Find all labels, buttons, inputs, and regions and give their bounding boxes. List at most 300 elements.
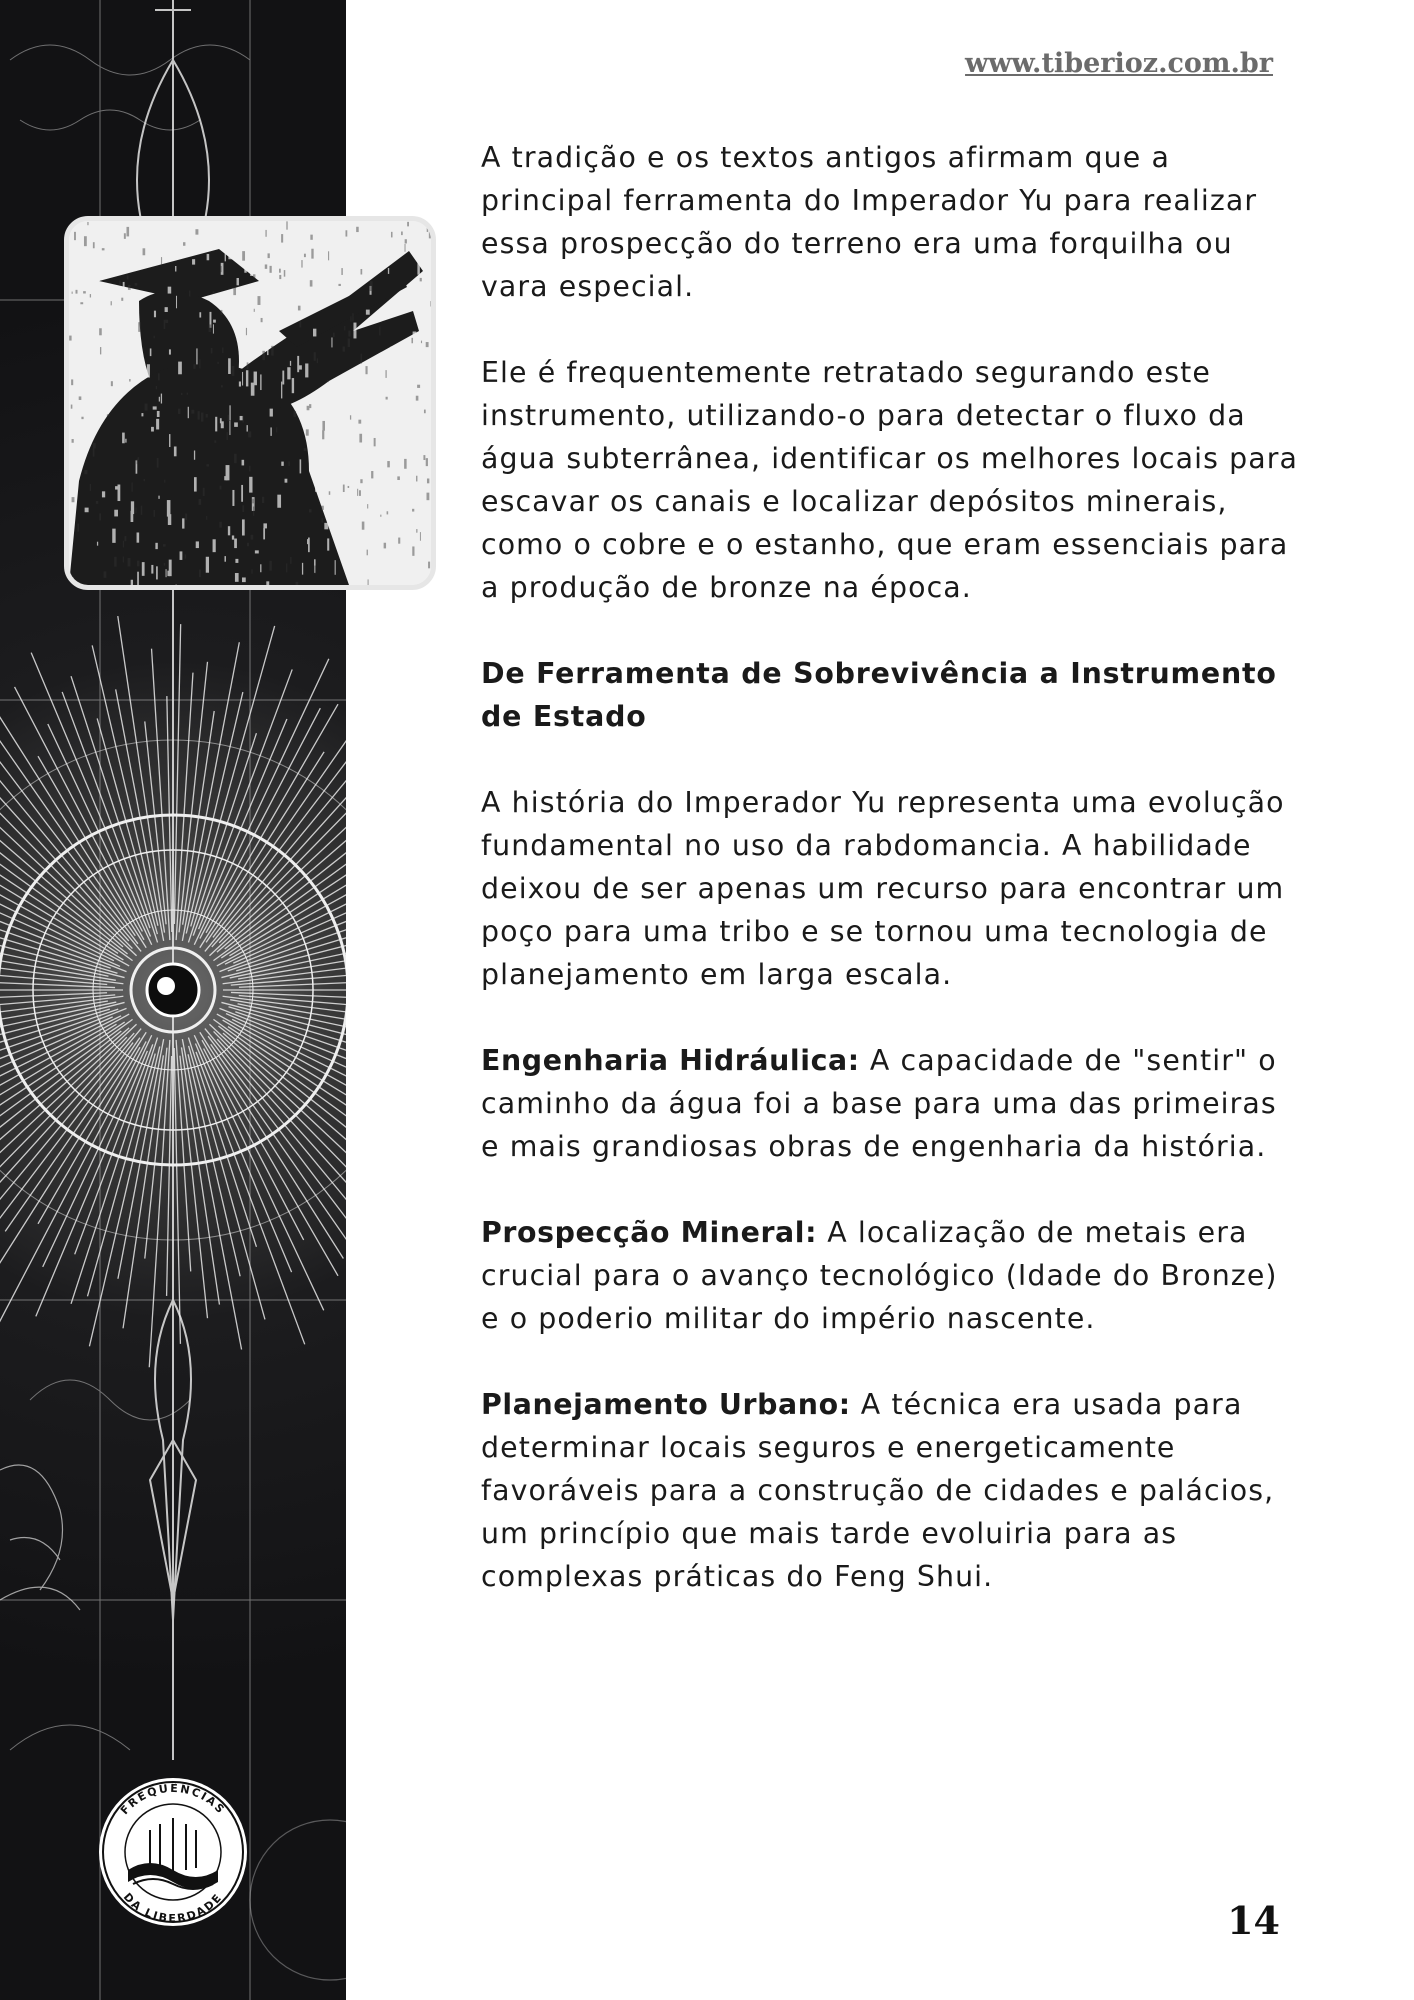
grain-mark: [235, 573, 239, 582]
grain-mark: [373, 568, 375, 578]
grain-mark: [73, 345, 76, 348]
grain-mark: [135, 283, 138, 285]
grain-mark: [333, 333, 335, 337]
grain-mark: [193, 364, 195, 369]
grain-mark: [370, 440, 371, 452]
grain-mark: [99, 513, 101, 520]
sunburst-ray: [0, 1031, 121, 1225]
grain-mark: [76, 345, 77, 355]
grain-mark: [281, 382, 282, 399]
grain-mark: [111, 301, 112, 305]
grain-mark: [113, 383, 117, 389]
grain-mark: [404, 368, 407, 377]
grain-mark: [255, 550, 259, 553]
grain-mark: [309, 404, 311, 408]
grain-mark: [137, 572, 139, 585]
grain-mark: [279, 269, 281, 273]
grain-mark: [379, 405, 382, 414]
grain-mark: [72, 292, 73, 294]
site-url-link[interactable]: www.tiberioz.com.br: [965, 48, 1273, 79]
grain-mark: [228, 358, 231, 374]
grain-mark: [305, 363, 308, 377]
grain-mark: [165, 307, 168, 312]
grain-mark: [386, 397, 388, 400]
sunburst-ray: [92, 645, 158, 925]
grain-mark: [248, 240, 250, 250]
grain-mark: [298, 365, 302, 369]
grain-mark: [265, 230, 266, 237]
grain-mark: [278, 291, 281, 307]
grain-mark: [310, 280, 313, 286]
grain-mark: [244, 312, 246, 322]
grain-mark: [421, 341, 422, 344]
grain-mark: [119, 280, 120, 285]
grain-mark: [242, 372, 243, 386]
grain-mark: [348, 486, 350, 488]
grain-mark: [74, 232, 76, 240]
grain-mark: [234, 422, 238, 426]
grain-mark: [120, 329, 123, 342]
grain-mark: [69, 336, 71, 341]
grain-mark: [266, 581, 269, 585]
grain-mark: [211, 348, 213, 353]
sunburst-ray: [179, 662, 207, 933]
grain-mark: [117, 287, 120, 303]
sunburst-ray: [149, 1040, 170, 1367]
grain-mark: [206, 516, 207, 520]
sunburst-ray: [205, 1029, 346, 1254]
grain-mark: [229, 421, 230, 435]
grain-mark: [304, 254, 306, 257]
grain-mark: [80, 426, 83, 439]
grain-mark: [123, 557, 124, 563]
grain-mark: [159, 397, 160, 402]
grain-mark: [420, 278, 422, 281]
grain-mark: [75, 290, 77, 294]
sunburst-ray: [180, 1056, 208, 1319]
grain-mark: [328, 251, 329, 260]
grain-mark: [401, 231, 403, 235]
grain-mark: [164, 320, 166, 329]
grain-mark: [368, 579, 369, 585]
item-text: A capacidade de "sentir" o caminho da água foi a base para uma das primeiras e mais grandiosas obras de engenharia da história.: [481, 1044, 1277, 1163]
grain-mark: [304, 448, 307, 451]
grain-mark: [76, 334, 79, 338]
grain-mark: [398, 538, 400, 544]
grain-mark: [118, 361, 121, 368]
grain-mark: [391, 390, 393, 394]
grain-mark: [423, 355, 426, 371]
grain-mark: [249, 466, 251, 472]
grain-mark: [195, 229, 198, 234]
grain-mark: [136, 332, 137, 343]
grain-mark: [260, 374, 261, 390]
grain-mark: [213, 291, 215, 294]
grain-mark: [128, 558, 131, 566]
grain-mark: [419, 446, 421, 459]
grain-mark: [232, 490, 234, 506]
grain-mark: [297, 356, 299, 372]
grain-mark: [111, 381, 113, 386]
grain-mark: [405, 534, 408, 546]
grain-mark: [298, 306, 301, 311]
grain-mark: [90, 294, 91, 297]
grain-mark: [416, 476, 417, 482]
grain-mark: [355, 271, 356, 274]
grain-mark: [86, 371, 89, 383]
grain-mark: [222, 348, 223, 354]
grain-mark: [359, 490, 361, 496]
grain-mark: [341, 268, 342, 275]
grain-mark: [125, 439, 126, 443]
grain-mark: [130, 222, 134, 239]
grain-mark: [206, 464, 209, 466]
grain-mark: [361, 269, 363, 275]
grain-mark: [391, 346, 393, 352]
grain-mark: [412, 546, 414, 555]
grain-mark: [391, 232, 393, 238]
grain-mark: [288, 461, 289, 466]
grain-mark: [220, 486, 222, 490]
grain-mark: [199, 312, 201, 317]
grain-mark: [207, 254, 210, 260]
grain-mark: [367, 550, 368, 556]
grain-mark: [127, 276, 129, 280]
grain-mark: [71, 405, 73, 409]
grain-mark: [419, 546, 421, 551]
grain-mark: [254, 372, 257, 386]
grain-mark: [338, 284, 340, 286]
grain-mark: [322, 518, 323, 522]
grain-mark: [104, 571, 107, 578]
grain-mark: [427, 224, 429, 232]
grain-mark: [292, 378, 294, 393]
grain-mark: [424, 389, 425, 404]
sunburst-ray: [0, 763, 132, 949]
grain-mark: [104, 298, 107, 303]
grain-mark: [189, 291, 190, 297]
grain-mark: [97, 261, 99, 265]
grain-mark: [157, 458, 159, 467]
grain-mark: [234, 539, 237, 549]
grain-mark: [260, 564, 261, 572]
grain-mark: [334, 400, 336, 412]
grain-mark: [385, 521, 387, 535]
grain-mark: [131, 482, 132, 491]
grain-mark: [155, 543, 157, 549]
grain-mark: [206, 414, 208, 418]
grain-mark: [237, 278, 239, 285]
grain-mark: [228, 526, 230, 535]
grain-mark: [72, 497, 75, 502]
grain-mark: [253, 274, 256, 278]
grain-mark: [284, 270, 286, 277]
logo-text-bottom: DA LIBERDADE: [120, 1890, 226, 1926]
grain-mark: [270, 427, 271, 435]
grain-mark: [364, 445, 367, 449]
grain-mark: [361, 354, 362, 364]
grain-mark: [178, 362, 182, 375]
grain-mark: [124, 233, 126, 239]
grain-mark: [298, 274, 302, 284]
grain-mark: [407, 222, 409, 226]
grain-mark: [99, 328, 102, 335]
grain-mark: [424, 410, 426, 414]
grain-mark: [99, 273, 100, 281]
grain-mark: [84, 236, 87, 246]
grain-mark: [167, 571, 169, 576]
grain-mark: [137, 459, 138, 464]
grain-mark: [267, 341, 268, 355]
grain-mark: [306, 224, 307, 230]
sunburst-ray: [182, 642, 239, 941]
sunburst-ray: [186, 692, 243, 933]
grain-mark: [128, 285, 131, 290]
grain-mark: [93, 443, 96, 448]
grain-mark: [189, 231, 190, 244]
grain-mark: [427, 493, 430, 501]
grain-mark: [80, 302, 83, 304]
logo-emblem-icon: [99, 1778, 247, 1926]
grain-mark: [370, 281, 373, 291]
grain-mark: [334, 279, 335, 293]
grain-mark: [430, 301, 431, 306]
grain-mark: [156, 386, 157, 389]
grain-mark: [141, 506, 142, 515]
grain-mark: [270, 230, 272, 238]
grain-mark: [240, 416, 243, 420]
grain-mark: [329, 491, 331, 494]
grain-mark: [147, 364, 150, 377]
grain-mark: [416, 408, 417, 416]
grain-mark: [248, 431, 251, 437]
grain-mark: [365, 366, 367, 374]
grain-mark: [261, 318, 263, 322]
grain-mark: [142, 562, 145, 576]
grain-mark: [242, 460, 245, 466]
grain-mark: [138, 322, 141, 332]
section-heading: De Ferramenta de Sobrevivência a Instrumento de Estado: [481, 657, 1277, 733]
grain-mark: [176, 584, 177, 585]
grain-mark: [221, 310, 223, 315]
grain-mark: [249, 477, 252, 493]
grain-mark: [169, 349, 171, 354]
grain-mark: [233, 288, 236, 296]
grain-mark: [274, 288, 278, 295]
grain-mark: [235, 559, 238, 563]
grain-mark: [383, 372, 385, 386]
grain-mark: [203, 488, 205, 496]
grain-mark: [84, 470, 87, 474]
grain-mark: [351, 473, 353, 486]
grain-mark: [242, 519, 245, 535]
grain-mark: [428, 562, 430, 569]
grain-mark: [322, 430, 324, 439]
grain-mark: [239, 381, 241, 386]
grain-mark: [181, 393, 182, 395]
grain-mark: [404, 244, 405, 252]
grain-mark: [72, 439, 74, 443]
grain-mark: [176, 296, 177, 309]
grain-mark: [150, 348, 152, 356]
grain-mark: [428, 376, 431, 387]
grain-mark: [131, 501, 134, 514]
grain-mark: [390, 238, 393, 244]
grain-mark: [307, 539, 309, 544]
grain-mark: [154, 311, 156, 318]
grain-mark: [324, 226, 325, 234]
grain-mark: [95, 280, 96, 291]
grain-mark: [244, 224, 246, 239]
sunburst-ray: [0, 739, 137, 955]
grain-mark: [360, 479, 362, 483]
grain-mark: [192, 259, 195, 264]
grain-mark: [217, 362, 218, 364]
grain-mark: [78, 346, 81, 354]
grain-mark: [345, 230, 347, 236]
grain-mark: [199, 499, 202, 505]
grain-mark: [311, 249, 313, 259]
grain-mark: [156, 566, 158, 579]
grain-mark: [293, 257, 294, 264]
grain-mark: [420, 532, 421, 541]
grain-mark: [362, 490, 366, 506]
grain-mark: [405, 239, 407, 243]
grain-mark: [397, 476, 400, 480]
grain-mark: [110, 340, 111, 349]
grain-mark: [348, 489, 351, 494]
grain-mark: [419, 512, 423, 518]
grain-mark: [347, 462, 349, 472]
grain-mark: [220, 266, 222, 272]
grain-mark: [247, 543, 249, 546]
grain-mark: [358, 420, 361, 424]
paragraph-3: A história do Imperador Yu representa uma evolução fundamental no uso da rabdomancia. A habilidade deixou de ser apenas um recurso para encontrar um poço para uma tribo e se tornou uma tecnologia de planejamento em larga escala.: [481, 786, 1285, 991]
item-label: Engenharia Hidráulica:: [481, 1044, 860, 1077]
grain-mark: [279, 275, 281, 279]
grain-mark: [213, 539, 216, 552]
grain-mark: [357, 489, 358, 496]
page-number: 14: [1227, 1898, 1280, 1943]
grain-mark: [201, 413, 203, 422]
grain-mark: [188, 407, 189, 418]
grain-mark: [119, 315, 122, 320]
grain-mark: [234, 454, 237, 463]
grain-mark: [232, 535, 234, 539]
grain-mark: [416, 396, 419, 401]
grain-mark: [87, 349, 89, 366]
grain-mark: [312, 279, 315, 289]
grain-mark: [247, 425, 248, 431]
grain-mark: [413, 496, 414, 503]
grain-mark: [295, 252, 297, 257]
grain-mark: [97, 542, 98, 546]
grain-mark: [137, 561, 139, 567]
grain-mark: [327, 538, 329, 550]
grain-mark: [426, 342, 429, 347]
grain-mark: [290, 557, 291, 564]
grain-mark: [215, 417, 217, 432]
grain-mark: [290, 361, 291, 366]
sunburst-ray: [15, 687, 143, 932]
grain-mark: [371, 493, 374, 504]
grain-mark: [277, 495, 281, 508]
grain-mark: [391, 466, 393, 479]
grain-mark: [254, 317, 258, 330]
grain-mark: [145, 404, 148, 411]
grain-mark: [356, 227, 359, 232]
sunburst-ray: [118, 616, 165, 933]
grain-mark: [263, 523, 267, 528]
grain-mark: [174, 446, 177, 456]
sunburst-ray: [0, 1022, 125, 1179]
grain-mark: [90, 484, 91, 491]
grain-mark: [156, 419, 159, 430]
grain-mark: [402, 446, 405, 459]
grain-mark: [221, 225, 224, 239]
grain-mark: [423, 455, 425, 460]
grain-mark: [362, 522, 365, 530]
grain-mark: [70, 577, 73, 583]
grain-mark: [180, 551, 183, 560]
grain-mark: [166, 569, 167, 577]
grain-mark: [350, 316, 351, 321]
grain-mark: [95, 302, 96, 312]
grain-mark: [426, 458, 428, 466]
grain-mark: [304, 302, 308, 312]
grain-mark: [209, 324, 212, 332]
grain-mark: [326, 466, 327, 481]
grain-mark: [112, 334, 114, 350]
grain-mark: [213, 320, 216, 323]
grain-mark: [90, 314, 92, 324]
grain-mark: [151, 427, 154, 432]
grain-mark: [371, 471, 373, 478]
grain-mark: [265, 264, 267, 268]
sunburst-ray: [206, 704, 338, 933]
grain-mark: [263, 323, 265, 329]
grain-mark: [353, 323, 356, 339]
grain-mark: [302, 563, 303, 575]
grain-mark: [252, 499, 254, 504]
grain-mark: [300, 459, 302, 473]
grain-mark: [81, 417, 83, 419]
grain-mark: [85, 508, 89, 513]
grain-mark: [268, 253, 270, 258]
grain-mark: [423, 579, 425, 583]
grain-mark: [178, 409, 180, 414]
grain-mark: [393, 428, 394, 433]
grain-mark: [357, 473, 358, 486]
grain-mark: [246, 328, 247, 335]
grain-mark: [133, 239, 137, 256]
grain-mark: [423, 223, 424, 235]
grain-mark: [272, 329, 275, 343]
grain-mark: [294, 411, 297, 417]
grain-mark: [343, 346, 345, 351]
grain-mark: [416, 529, 417, 533]
grain-mark: [141, 413, 143, 416]
grain-mark: [102, 491, 105, 497]
grain-mark: [380, 515, 381, 517]
grain-mark: [398, 495, 399, 501]
grain-mark: [129, 379, 130, 382]
grain-mark: [269, 561, 271, 571]
grain-mark: [126, 227, 129, 237]
grain-mark: [293, 273, 294, 279]
grain-mark: [143, 248, 146, 255]
grain-mark: [168, 514, 171, 525]
